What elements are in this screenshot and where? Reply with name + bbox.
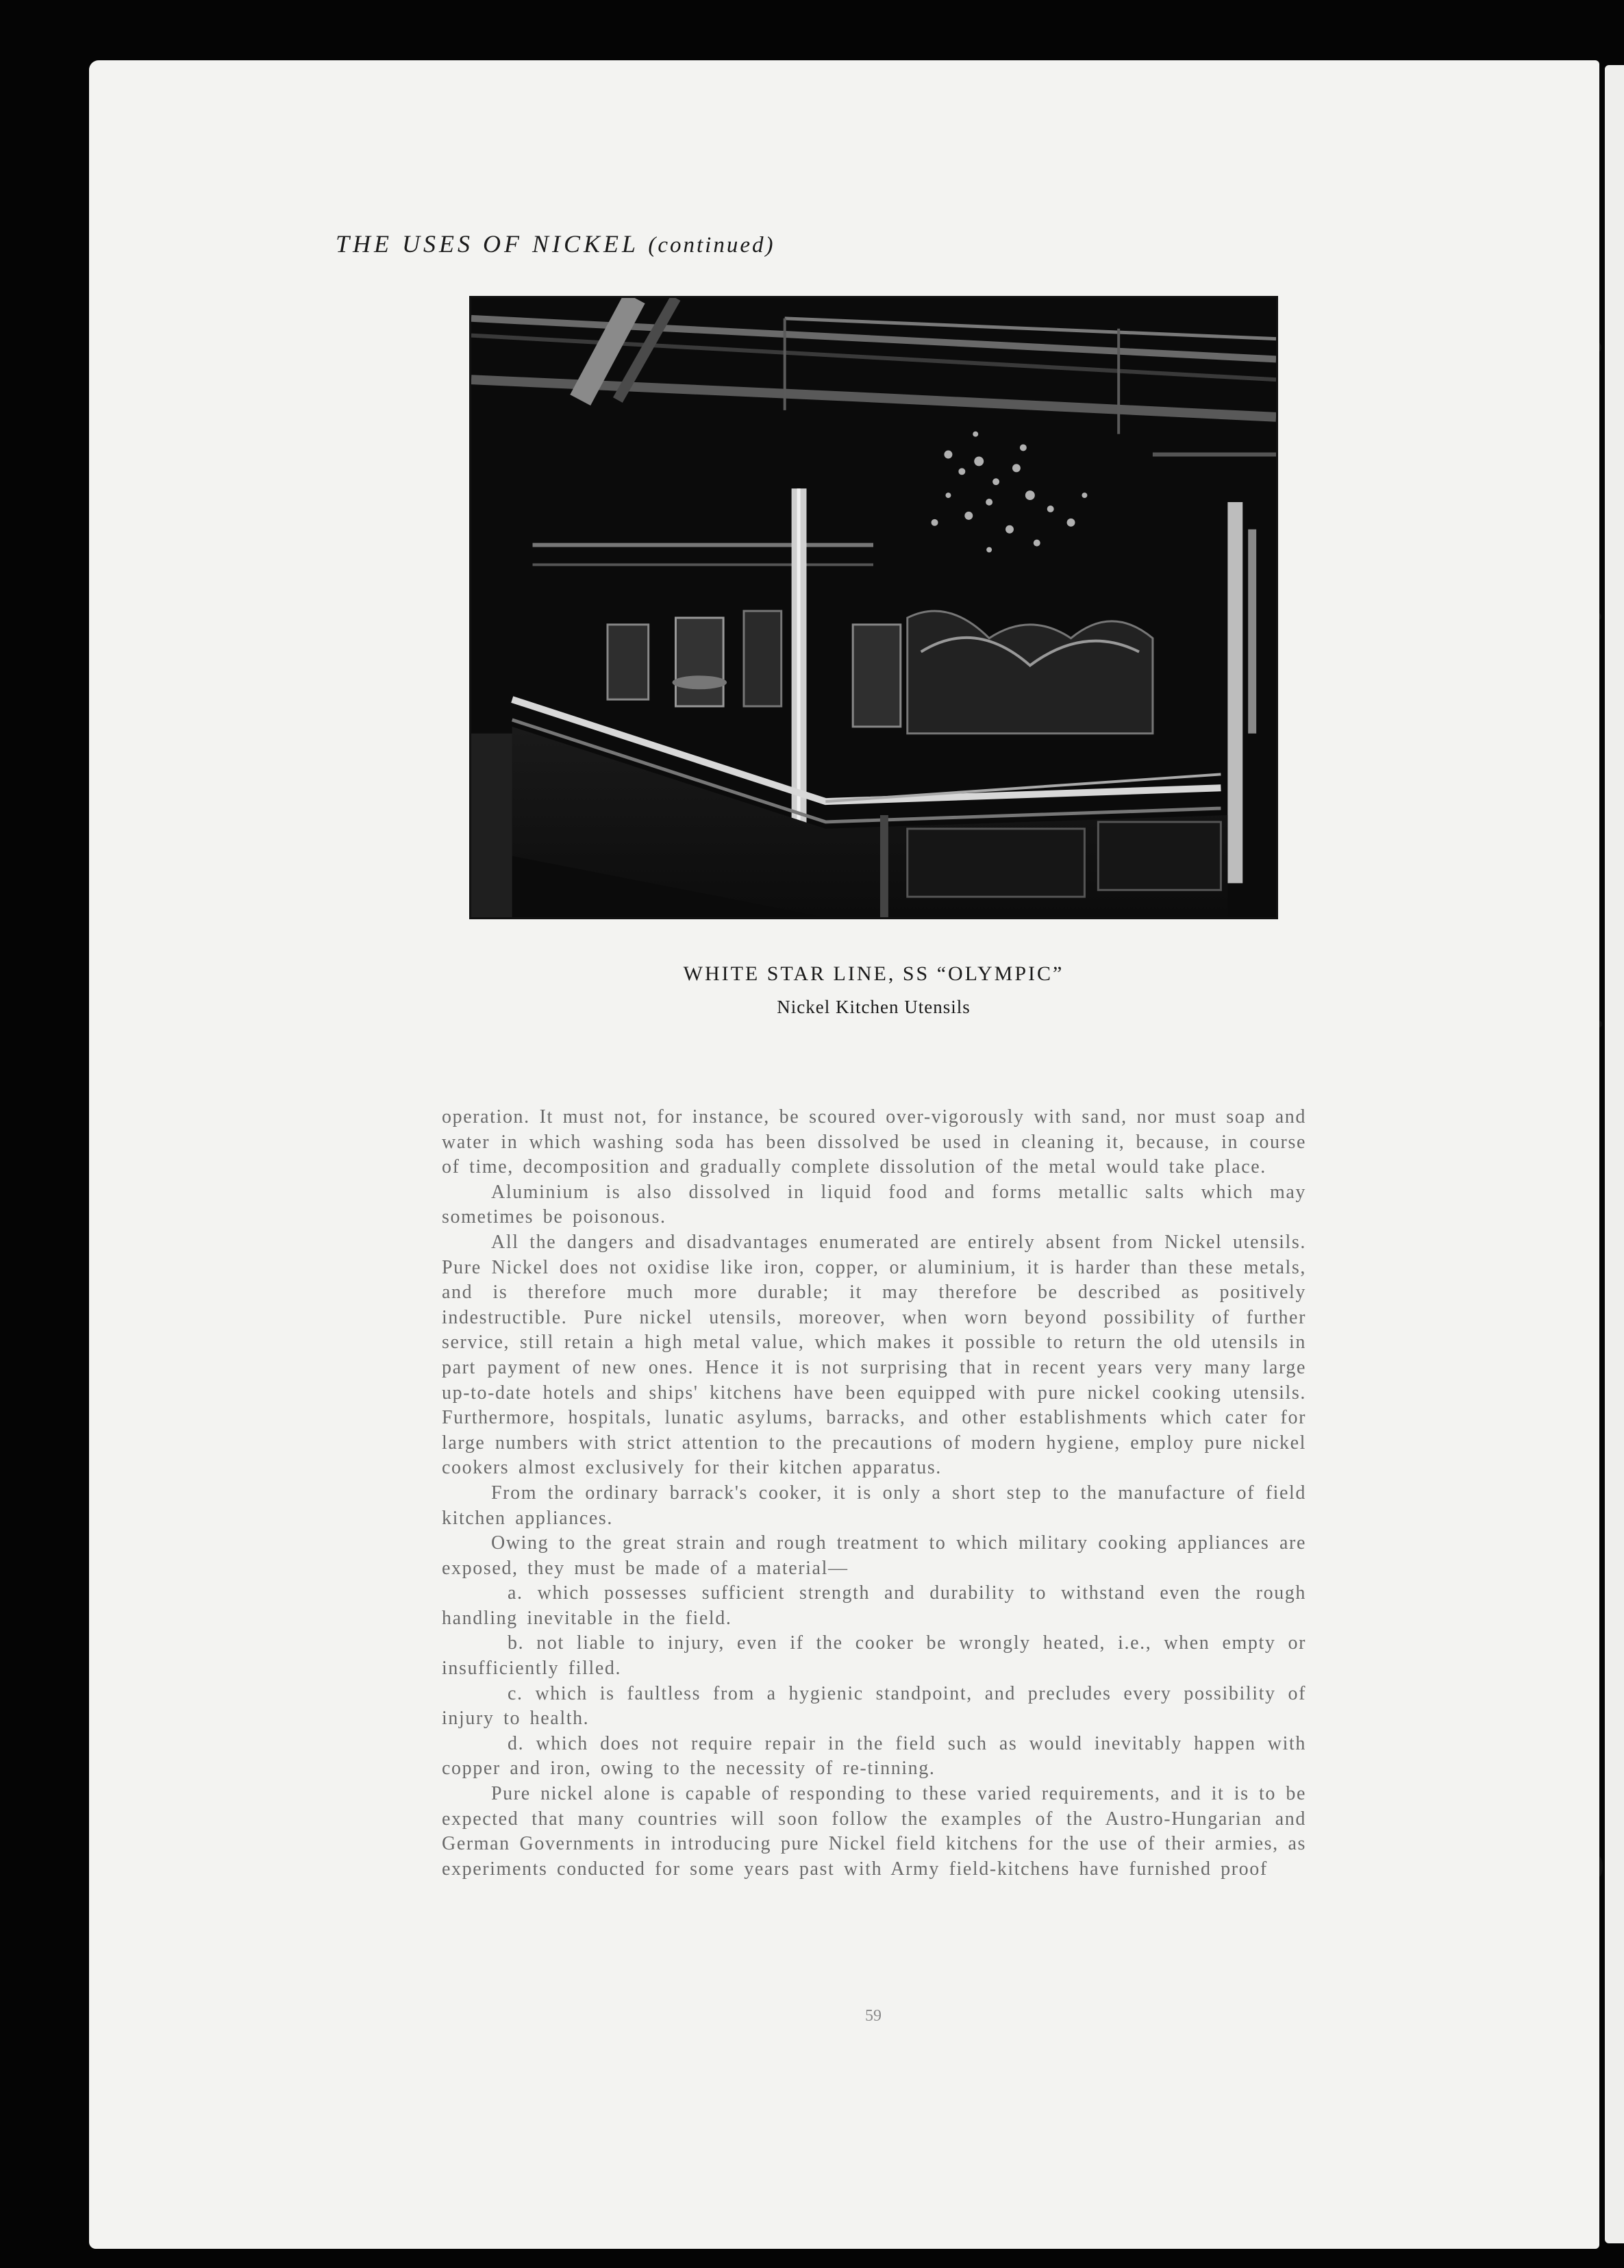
running-head-continued: (continued) <box>648 233 775 258</box>
running-head-title: THE USES OF NICKEL <box>336 230 639 258</box>
requirement-item: c. which is faultless from a hygienic standpoint, and precludes every possibility of injury to health. <box>442 1682 1306 1730</box>
body-paragraph: Owing to the great strain and rough treatment to which military cooking appliances are exposed, they must be made of a material— <box>442 1532 1306 1579</box>
body-text <box>442 1105 1306 1882</box>
body-paragraph: All the dangers and disadvantages enumerated are entirely absent from Nickel utensils. Pure Nickel does not oxidise like iron, copper, or aluminium, it is harder than these metals, and is therefore much more durable; it may therefore be described as positively indestructible. Pure nickel utensils, moreover, when worn beyond possibility of further service, still retain a high metal value, which makes it possible to return the old utensils in part payment of new ones. Hence it is not surprising that in recent years very many large up-to-date hotels and ships' kitchens have been equipped with pure nickel cooking utensils. Furthermore, hospitals, lunatic asylums, barracks, and other establishments which cater for large numbers with strict attention to the precautions of modern hygiene, employ pure nickel cookers almost exclusively for their kitchen apparatus. <box>442 1231 1306 1479</box>
kitchen-photograph <box>469 296 1278 919</box>
body-paragraph: From the ordinary barrack's cooker, it is only a short step to the manufacture of field kitchen appliances. <box>442 1482 1306 1529</box>
running-head <box>336 229 775 258</box>
kitchen-photo-illustration <box>471 298 1276 917</box>
adjacent-page-edge <box>1605 65 1624 2243</box>
body-paragraph: Pure nickel alone is capable of responding to these varied requirements, and it is to be expected that many countries will soon follow the examples of the Austro-Hungarian and German Governments in introducing pure Nickel field kitchens for the use of their armies, as experiments conducted for some years past with Army field-kitchens have furnished proof <box>442 1783 1306 1880</box>
figure-caption-subtitle: Nickel Kitchen Utensils <box>777 997 971 1017</box>
body-paragraph: Aluminium is also dissolved in liquid food and forms metallic salts which may sometimes be poisonous. <box>442 1181 1306 1228</box>
requirement-item: a. which possesses sufficient strength and durability to withstand even the rough handling inevitable in the field. <box>442 1582 1306 1629</box>
body-paragraph: operation. It must not, for instance, be scoured over-vigorously with sand, nor must soap and water in which washing soda has been dissolved be used in cleaning it, because, in course of time, decomposition and gradually complete dissolution of the metal would take place. <box>442 1106 1306 1178</box>
figure-caption-title: WHITE STAR LINE, SS “OLYMPIC” <box>683 962 1064 985</box>
requirement-item: d. which does not require repair in the field such as would inevitably happen with copper and iron, owing to the necessity of re-tinning. <box>442 1732 1306 1780</box>
requirement-item: b. not liable to injury, even if the cooker be wrongly heated, i.e., when empty or insufficiently filled. <box>442 1632 1306 1680</box>
page-number: 59 <box>865 2007 882 2025</box>
